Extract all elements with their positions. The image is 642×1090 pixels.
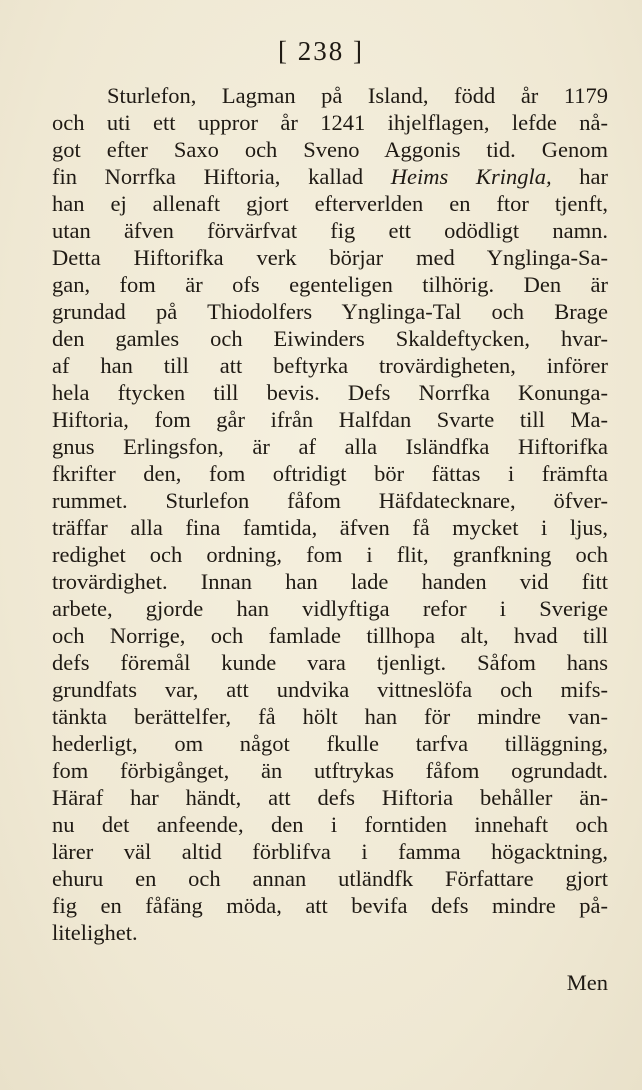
text-line: defs föremål kunde vara tjenligt. Såfom hans — [52, 650, 608, 675]
catchword: Men — [566, 970, 608, 995]
text-line: af han till att beftyrka trovärdigheten, införer — [52, 353, 608, 378]
text-line: arbete, gjorde han vidlyftiga refor i Sverige — [52, 596, 608, 621]
text-line: hela ftycken till bevis. Defs Norrfka Konunga- — [52, 380, 608, 405]
text-line: ehuru en och annan utländfk Författare gjort — [52, 866, 608, 891]
text-line: och uti ett uppror år 1241 ihjelflagen, lefde nå- — [52, 110, 608, 135]
text-line: hederligt, om något fkulle tarfva tilläggning, — [52, 731, 608, 756]
text-line: lärer väl altid förblifva i famma högacktning, — [52, 839, 608, 864]
book-title: Heims Kringla, — [390, 164, 552, 189]
text-line: nu det anfeende, den i forntiden innehaft och — [52, 812, 608, 837]
text-line: fom förbigånget, än utftrykas fåfom ogrundadt. — [52, 758, 608, 783]
text-line: gan, fom är ofs egenteligen tilhörig. Den är — [52, 272, 608, 297]
text-line: grundfats var, att undvika vittneslöfa och mifs- — [52, 677, 608, 702]
text-line: den gamles och Eiwinders Skaldeftycken, hvar- — [52, 326, 608, 351]
text-segment: har — [551, 164, 608, 189]
text-segment: fin Norrfka Hiftoria, kallad — [52, 164, 391, 189]
page-number: [ 238 ] — [278, 36, 364, 66]
text-line: trovärdighet. Innan han lade handen vid fitt — [52, 569, 608, 594]
text-line: och Norrige, och famlade tillhopa alt, hvad till — [52, 623, 608, 648]
text-line: Häraf har händt, att defs Hiftoria behåller än- — [52, 785, 608, 810]
text-line: han ej allenaft gjort efterverlden en ftor tjenft, — [52, 191, 608, 216]
text-line: Detta Hiftorifka verk börjar med Ynglinga-Sa- — [52, 245, 608, 270]
text-line: gnus Erlingsfon, är af alla Isländfka Hiftorifka — [52, 434, 608, 459]
text-line: grundad på Thiodolfers Ynglinga-Tal och Brage — [52, 299, 608, 324]
text-line: Hiftoria, fom går ifrån Halfdan Svarte till Ma- — [52, 407, 608, 432]
text-line — [52, 163, 608, 190]
body-text — [52, 82, 608, 946]
text-line: redighet och ordning, fom i flit, granfkning och — [52, 542, 608, 567]
text-line: litelighet. — [52, 920, 138, 945]
text-line: Sturlefon, Lagman på Island, född år 1179 — [107, 83, 608, 108]
text-line: träffar alla fina famtida, äfven få mycket i ljus, — [52, 515, 608, 540]
text-line: fkrifter den, fom oftridigt bör fättas i främfta — [52, 461, 608, 486]
text-line: fig en fåfäng möda, att bevifa defs mindre på- — [52, 893, 608, 918]
text-line: tänkta berättelfer, få hölt han för mindre van- — [52, 704, 608, 729]
text-line: got efter Saxo och Sveno Aggonis tid. Genom — [52, 137, 608, 162]
text-line: rummet. Sturlefon fåfom Häfdatecknare, öfver- — [52, 488, 608, 513]
text-line: utan äfven förvärfvat fig ett odödligt namn. — [52, 218, 608, 243]
